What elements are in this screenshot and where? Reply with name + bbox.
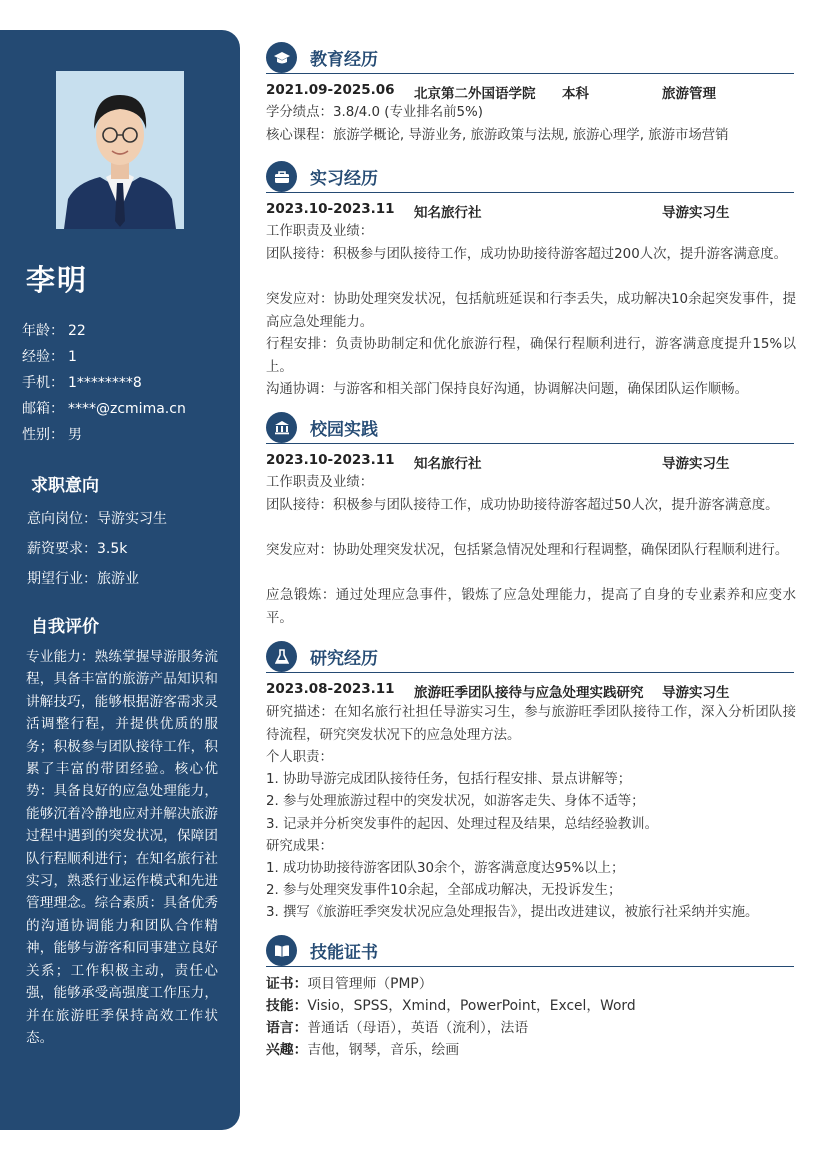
book-icon xyxy=(266,935,297,966)
education-gpa: 学分绩点：3.8/4.0 (专业排名前5%) xyxy=(266,105,483,120)
internship-date: 2023.10-2023.11 xyxy=(266,201,395,217)
campus-line: 突发应对：协助处理突发状况，包括紧急情况处理和行程调整，确保团队行程顺利进行。 xyxy=(266,543,789,558)
skills-title: 技能证书 xyxy=(310,943,378,963)
campus-date: 2023.10-2023.11 xyxy=(266,452,395,468)
internship-line: 突发应对：协助处理突发状况，包括航班延误和行李丢失，成功解决10余起突发事件，提高应急处理能力。 xyxy=(266,292,796,330)
research-line: 个人职责： xyxy=(266,750,333,765)
internship-row xyxy=(266,199,794,221)
skill-tools: 技能：Visio，SPSS，Xmind，PowerPoint，Excel，Word xyxy=(266,998,636,1014)
briefcase-icon xyxy=(266,161,297,192)
info-phone: 手机： 1********8 xyxy=(22,375,142,391)
sidebar xyxy=(0,30,240,1130)
info-gender: 性别： 男 xyxy=(22,427,82,443)
research-line: 研究描述：在知名旅行社担任导游实习生，参与旅游旺季团队接待工作，深入分析团队接待流程，研究突发状况下的应急处理方法。 xyxy=(266,705,796,743)
intent-industry: 期望行业：旅游业 xyxy=(27,571,139,587)
research-date: 2023.08-2023.11 xyxy=(266,681,395,697)
education-row xyxy=(266,80,794,102)
divider xyxy=(266,966,794,967)
skill-language: 语言：普通话（母语），英语（流利），法语 xyxy=(266,1020,529,1036)
education-major: 旅游管理 xyxy=(662,86,716,102)
research-line: 3. 撰写《旅游旺季突发状况应急处理报告》，提出改进建议，被旅行社采纳并实施。 xyxy=(266,905,759,920)
campus-line: 应急锻炼：通过处理应急事件，锻炼了应急处理能力，提高了自身的专业素养和应变水平。 xyxy=(266,588,796,626)
internship-line: 团队接待：积极参与团队接待工作，成功协助接待游客超过200人次，提升游客满意度。 xyxy=(266,247,788,262)
info-email: 邮箱： ****@zcmima.cn xyxy=(22,401,186,417)
research-line: 1. 协助导游完成团队接待任务，包括行程安排、景点讲解等； xyxy=(266,772,632,787)
internship-title: 实习经历 xyxy=(310,169,378,189)
education-courses: 核心课程：旅游学概论, 导游业务, 旅游政策与法规, 旅游心理学, 旅游市场营销 xyxy=(266,128,729,143)
divider xyxy=(266,443,794,444)
campus-header xyxy=(266,412,794,444)
campus-title: 校园实践 xyxy=(310,420,378,440)
self-eval-title: 自我评价 xyxy=(31,617,99,637)
flask-icon xyxy=(266,641,297,672)
internship-header xyxy=(266,161,794,193)
divider xyxy=(266,73,794,74)
research-line: 2. 参与处理突发事件10余起，全部成功解决，无投诉发生； xyxy=(266,883,622,898)
education-header xyxy=(266,42,794,74)
internship-line: 行程安排：负责协助制定和优化旅游行程，确保行程顺利进行，游客满意度提升15%以上。 xyxy=(266,337,796,375)
internship-line: 沟通协调：与游客和相关部门保持良好沟通，协调解决问题，确保团队运作顺畅。 xyxy=(266,382,749,397)
campus-org: 知名旅行社 xyxy=(414,456,482,472)
info-experience: 经验： 1 xyxy=(22,349,77,365)
campus-line: 团队接待：积极参与团队接待工作，成功协助接待游客超过50人次，提升游客满意度。 xyxy=(266,498,779,513)
intent-salary: 薪资要求：3.5k xyxy=(27,541,128,557)
intent-title: 求职意向 xyxy=(31,476,99,496)
basic-info xyxy=(22,320,232,450)
intent-list xyxy=(27,508,232,598)
research-line: 2. 参与处理旅游过程中的突发状况，如游客走失、身体不适等； xyxy=(266,794,645,809)
education-degree: 本科 xyxy=(562,86,589,102)
research-row xyxy=(266,679,794,701)
graduation-cap-icon xyxy=(266,42,297,73)
skills-header xyxy=(266,935,794,967)
skill-certificate: 证书：项目管理师（PMP） xyxy=(266,976,433,992)
campus-row xyxy=(266,450,794,472)
campus-line: 工作职责及业绩： xyxy=(266,475,374,490)
research-role: 导游实习生 xyxy=(662,685,730,701)
education-school: 北京第二外国语学院 xyxy=(414,86,536,102)
divider xyxy=(266,672,794,673)
research-header xyxy=(266,641,794,673)
internship-org: 知名旅行社 xyxy=(414,205,482,221)
self-eval-text: 专业能力：熟练掌握导游服务流程，具备丰富的旅游产品知识和讲解技巧，能够根据游客需求灵活调整行程，并提供优质的服务；积极参与团队接待工作，积累了丰富的带团经验。核心优势：具备良好的应急处理能力，能够沉着冷静地应对并解决旅游过程中遇到的突发状况，保障团队行程顺利进行；在知名旅行社实习，熟悉行业运作模式和先进管理理念。综合素质：具备优秀的沟通协调能力和团队合作精神，能够与游客和同事建立良好关系；工作积极主动，责任心强，能够承受高强度工作压力，并在旅游旺季保持高效工作状态。 xyxy=(26,649,218,1046)
avatar xyxy=(56,71,184,229)
candidate-name: 李明 xyxy=(26,263,89,297)
intent-position: 意向岗位：导游实习生 xyxy=(27,511,167,527)
internship-role: 导游实习生 xyxy=(662,205,730,221)
internship-line: 工作职责及业绩： xyxy=(266,224,374,239)
research-title: 研究经历 xyxy=(310,649,378,669)
info-age: 年龄： 22 xyxy=(22,323,86,339)
skill-hobbies: 兴趣：吉他，钢琴，音乐，绘画 xyxy=(266,1042,460,1058)
research-line: 研究成果： xyxy=(266,839,333,854)
research-line: 3. 记录并分析突发事件的起因、处理过程及结果，总结经验教训。 xyxy=(266,817,658,832)
campus-role: 导游实习生 xyxy=(662,456,730,472)
education-title: 教育经历 xyxy=(310,50,378,70)
building-icon xyxy=(266,412,297,443)
research-line: 1. 成功协助接待游客团队30余个，游客满意度达95%以上； xyxy=(266,861,625,876)
divider xyxy=(266,192,794,193)
research-project: 旅游旺季团队接待与应急处理实践研究 xyxy=(414,685,644,701)
education-date: 2021.09-2025.06 xyxy=(266,82,395,98)
